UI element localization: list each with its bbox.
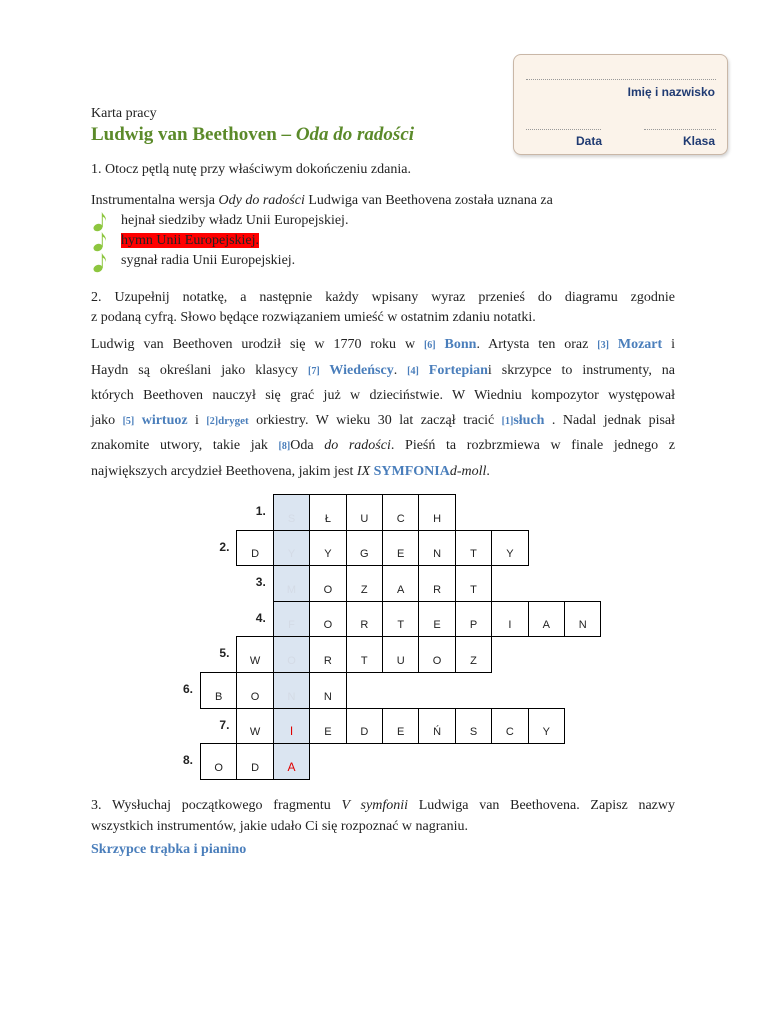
title-main: Ludwig van Beethoven – bbox=[91, 124, 296, 145]
crossword-cell[interactable]: A bbox=[382, 565, 419, 602]
crossword-cell[interactable]: T bbox=[382, 601, 419, 638]
title-italic: Oda do radości bbox=[295, 124, 415, 145]
clue-number: 1. bbox=[255, 504, 266, 518]
crossword-cell[interactable]: I bbox=[491, 601, 528, 638]
blank-number: [1] bbox=[501, 415, 514, 427]
clue-number: 5. bbox=[219, 646, 230, 661]
date-line bbox=[526, 129, 601, 130]
crossword-cell[interactable]: Z bbox=[346, 565, 383, 602]
answer-word: dryget bbox=[218, 414, 249, 427]
crossword-cell[interactable]: Ł bbox=[309, 494, 346, 531]
task1-option-3[interactable]: sygnał radia Unii Europejskiej. bbox=[121, 253, 296, 268]
task1-option-2-text: hymn Unii Europejskiej. bbox=[121, 233, 260, 248]
task2-prompt bbox=[91, 288, 675, 328]
note-line-1 bbox=[91, 333, 675, 359]
crossword-cell[interactable]: B bbox=[200, 672, 237, 709]
clue-number: 2. bbox=[219, 539, 230, 554]
clue-number: 8. bbox=[183, 753, 194, 768]
task2-prompt-line2: z podaną cyfrą. Słowo będące rozwiązaniem umieść w ostatnim zdaniu notatki. bbox=[91, 310, 536, 325]
answer-word: Mozart bbox=[608, 337, 663, 352]
crossword-cell[interactable]: Y bbox=[309, 530, 346, 567]
blank-number: [4] bbox=[407, 365, 419, 377]
name-line bbox=[526, 79, 716, 80]
name-label: Imię i nazwisko bbox=[627, 85, 715, 99]
note-line-5 bbox=[91, 434, 675, 460]
task1-option-1[interactable]: hejnał siedziby władz Unii Europejskiej. bbox=[121, 213, 349, 228]
task3-line1 bbox=[91, 795, 675, 816]
crossword-cell[interactable]: S bbox=[455, 708, 492, 745]
task3-answer[interactable]: Skrzypce trąbka i pianino bbox=[91, 842, 247, 857]
crossword-cell[interactable]: O bbox=[200, 743, 237, 780]
crossword-cell[interactable]: O bbox=[309, 601, 346, 638]
crossword-cell[interactable]: Ń bbox=[418, 708, 455, 745]
task1-prompt: 1. Otocz pętlą nutę przy właściwym dokończeniu zdania. bbox=[91, 162, 411, 177]
crossword-cell[interactable]: U bbox=[382, 636, 419, 673]
crossword-cell[interactable]: N bbox=[309, 672, 346, 709]
note-text: i bbox=[662, 337, 675, 352]
crossword-cell[interactable]: R bbox=[309, 636, 346, 673]
task3-line2: wszystkich instrumentów, jakie udało Ci się rozpoznać w nagraniu. bbox=[91, 819, 468, 834]
crossword-cell[interactable]: D bbox=[236, 743, 273, 780]
blank-number: [6] bbox=[423, 340, 436, 351]
answer-word: Bonn bbox=[435, 337, 477, 352]
crossword-cell[interactable]: E bbox=[418, 601, 455, 638]
blank-number: [2] bbox=[206, 415, 219, 427]
clue-number: 4. bbox=[255, 610, 266, 625]
note-text: d-moll bbox=[449, 463, 487, 479]
worksheet-label: Karta pracy bbox=[91, 106, 157, 121]
note-text: Oda bbox=[290, 438, 325, 454]
crossword-cell[interactable]: O bbox=[273, 636, 310, 673]
crossword-cell[interactable]: E bbox=[382, 530, 419, 567]
task1-lead-b: Ody do radości bbox=[218, 193, 305, 208]
crossword-cell[interactable]: D bbox=[346, 708, 383, 745]
answer-word: Wiedeńscy bbox=[319, 362, 394, 378]
music-note-icon[interactable] bbox=[93, 230, 107, 252]
clue-number: 6. bbox=[183, 682, 194, 696]
crossword-cell[interactable]: T bbox=[455, 530, 492, 567]
crossword-cell[interactable]: N bbox=[273, 672, 310, 709]
answer-word: SYMFONIA bbox=[373, 463, 450, 479]
crossword-cell[interactable]: S bbox=[273, 494, 310, 531]
note-text: i bbox=[187, 412, 207, 428]
crossword-cell[interactable]: T bbox=[346, 636, 383, 673]
answer-word: Fortepian bbox=[418, 362, 488, 378]
answer-word: wirtuoz bbox=[134, 412, 188, 428]
crossword-cell[interactable]: R bbox=[418, 565, 455, 602]
crossword-cell[interactable]: Y bbox=[273, 530, 310, 567]
class-label: Klasa bbox=[682, 134, 715, 148]
crossword-cell[interactable]: Y bbox=[491, 530, 528, 567]
note-line-6 bbox=[91, 460, 675, 485]
music-note-icon[interactable] bbox=[93, 210, 107, 232]
crossword-cell[interactable]: E bbox=[309, 708, 346, 745]
crossword-cell[interactable]: U bbox=[346, 494, 383, 531]
note-text: jako bbox=[91, 412, 123, 428]
note-text: IX bbox=[356, 463, 374, 479]
crossword-cell[interactable]: T bbox=[455, 565, 492, 602]
blank-number: [8] bbox=[278, 441, 291, 453]
task1-option-2[interactable] bbox=[121, 233, 259, 249]
task3-text: 3. Wysłuchaj początkowego fragmentu bbox=[91, 798, 342, 813]
student-info-box bbox=[513, 54, 728, 155]
task2-note bbox=[91, 333, 675, 485]
crossword-cell[interactable]: H bbox=[418, 494, 455, 531]
crossword-cell[interactable]: O bbox=[236, 672, 273, 709]
crossword-cell[interactable]: D bbox=[236, 530, 273, 567]
task1-lead bbox=[91, 193, 553, 209]
blank-number: [7] bbox=[308, 365, 320, 377]
music-note-icon[interactable] bbox=[93, 251, 107, 273]
task3-prompt bbox=[91, 795, 675, 837]
task1-lead-a: Instrumentalna wersja bbox=[91, 193, 219, 208]
crossword-cell[interactable]: I bbox=[273, 708, 310, 745]
note-text: . Artysta ten oraz bbox=[476, 337, 598, 352]
crossword-cell[interactable]: A bbox=[273, 743, 310, 780]
blank-number: [3] bbox=[597, 340, 609, 351]
crossword-cell[interactable]: F bbox=[273, 601, 310, 638]
task3-text: V symfonii bbox=[341, 798, 408, 813]
crossword-cell[interactable]: C bbox=[491, 708, 528, 745]
crossword-cell[interactable]: A bbox=[528, 601, 565, 638]
clue-number: 7. bbox=[219, 717, 230, 732]
crossword-cell[interactable]: O bbox=[309, 565, 346, 602]
note-line-4 bbox=[91, 409, 675, 435]
task1-lead-c: Ludwiga van Beethovena została uznana za bbox=[304, 193, 553, 208]
note-text: . bbox=[486, 463, 490, 479]
note-text: Haydn są określani jako klasycy bbox=[91, 362, 309, 378]
note-text: Ludwig van Beethoven urodził się w 1770 roku w bbox=[91, 337, 424, 352]
crossword-cell[interactable]: Z bbox=[455, 636, 492, 673]
clue-number: 3. bbox=[255, 575, 266, 590]
crossword-cell[interactable]: M bbox=[273, 565, 310, 602]
crossword-cell[interactable]: R bbox=[346, 601, 383, 638]
class-line bbox=[644, 129, 716, 130]
crossword-cell[interactable]: W bbox=[236, 636, 273, 673]
answer-word: słuch bbox=[513, 412, 545, 428]
crossword-cell[interactable]: C bbox=[382, 494, 419, 531]
note-text: orkiestry. W wieku 30 lat zaczął tracić bbox=[248, 412, 502, 428]
note-text: do radości bbox=[324, 438, 391, 454]
note-text: największych arcydzieł Beethovena, jakim jest bbox=[91, 463, 357, 479]
crossword-cell[interactable]: W bbox=[236, 708, 273, 745]
crossword-cell[interactable]: G bbox=[346, 530, 383, 567]
blank-number: [5] bbox=[122, 415, 135, 427]
note-line-2 bbox=[91, 359, 675, 385]
crossword-cell[interactable]: N bbox=[564, 601, 601, 638]
date-label: Data bbox=[576, 134, 603, 148]
crossword-cell[interactable]: P bbox=[455, 601, 492, 638]
crossword-cell[interactable]: N bbox=[418, 530, 455, 567]
note-text: . Pieśń ta rozbrzmiewa w finale jednego z bbox=[390, 438, 676, 454]
note-text: znakomite utwory, takie jak bbox=[91, 438, 279, 454]
note-text: . Nadal jednak pisał bbox=[544, 412, 676, 428]
task3-text: Ludwiga van Beethovena. Zapisz nazwy bbox=[408, 798, 675, 813]
note-text: . bbox=[393, 362, 408, 378]
crossword-cell[interactable]: E bbox=[382, 708, 419, 745]
crossword-cell[interactable]: O bbox=[418, 636, 455, 673]
note-line-3: których Beethoven nauczył się grać już w dzieciństwie. W Wiedniu kompozytor występował bbox=[91, 388, 675, 404]
page-title bbox=[91, 124, 414, 146]
crossword-cell[interactable]: Y bbox=[528, 708, 565, 745]
task2-prompt-line1: 2. Uzupełnij notatkę, a następnie każdy wpisany wyraz przenieś do diagramu zgodnie bbox=[91, 290, 675, 305]
note-text: i skrzypce to instrumenty, na bbox=[487, 362, 676, 378]
